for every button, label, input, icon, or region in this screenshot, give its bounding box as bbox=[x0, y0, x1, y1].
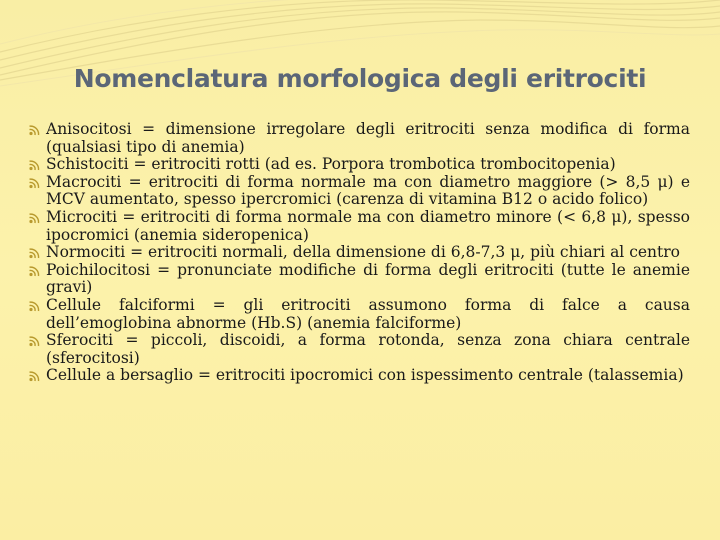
wifi-bullet-icon bbox=[28, 212, 44, 224]
list-item bbox=[30, 332, 690, 367]
list-item-text: Schistociti = eritrociti rotti (ad es. Porpora trombotica trombocitopenia) bbox=[46, 155, 616, 174]
list-item-text: Microciti = eritrociti di forma normale ma con diametro minore (< 6,8 μ), spesso ipocromici (anemia sideropenica) bbox=[46, 207, 690, 244]
wifi-bullet-icon bbox=[28, 159, 44, 171]
list-item-text: Poichilocitosi = pronunciate modifiche di forma degli eritrociti (tutte le anemie gravi) bbox=[46, 260, 690, 297]
list-item-text: Sferociti = piccoli, discoidi, a forma rotonda, senza zona chiara centrale (sferocitosi) bbox=[46, 331, 690, 367]
wifi-bullet-icon bbox=[28, 124, 44, 136]
wifi-bullet-icon bbox=[28, 300, 44, 312]
list-item-text: Cellule a bersaglio = eritrociti ipocromici con ispessimento centrale (talassemia) bbox=[46, 366, 684, 385]
wifi-bullet-icon bbox=[28, 247, 44, 259]
list-item-text: Anisocitosi = dimensione irregolare degli eritrociti senza modifica di forma (qualsiasi tipo di anemia) bbox=[46, 120, 690, 156]
list-item bbox=[30, 121, 690, 156]
wifi-bullet-icon bbox=[28, 335, 44, 347]
list-item bbox=[30, 156, 690, 174]
list-item bbox=[30, 174, 690, 209]
list-item-text: Macrociti = eritrociti di forma normale ma con diametro maggiore (> 8,5 μ) e MCV aumentato, spesso ipercromici (carenza di vitamina B12 o acido folico) bbox=[46, 172, 690, 209]
list-item bbox=[30, 367, 690, 385]
page-title: Nomenclatura morfologica degli eritrociti bbox=[73, 64, 647, 93]
wifi-bullet-icon bbox=[28, 370, 44, 382]
list-item bbox=[30, 297, 690, 332]
list-item-text: Normociti = eritrociti normali, della dimensione di 6,8-7,3 μ, più chiari al centro bbox=[46, 243, 681, 262]
list-item bbox=[30, 244, 690, 262]
bullet-list bbox=[30, 121, 690, 385]
wifi-bullet-icon bbox=[28, 265, 44, 277]
list-item-text: Cellule falciformi = gli eritrociti assumono forma di falce a causa dell’emoglobina abnorme (Hb.S) (anemia falciforme) bbox=[46, 295, 690, 332]
wifi-bullet-icon bbox=[28, 177, 44, 189]
list-item bbox=[30, 209, 690, 244]
list-item bbox=[30, 262, 690, 297]
